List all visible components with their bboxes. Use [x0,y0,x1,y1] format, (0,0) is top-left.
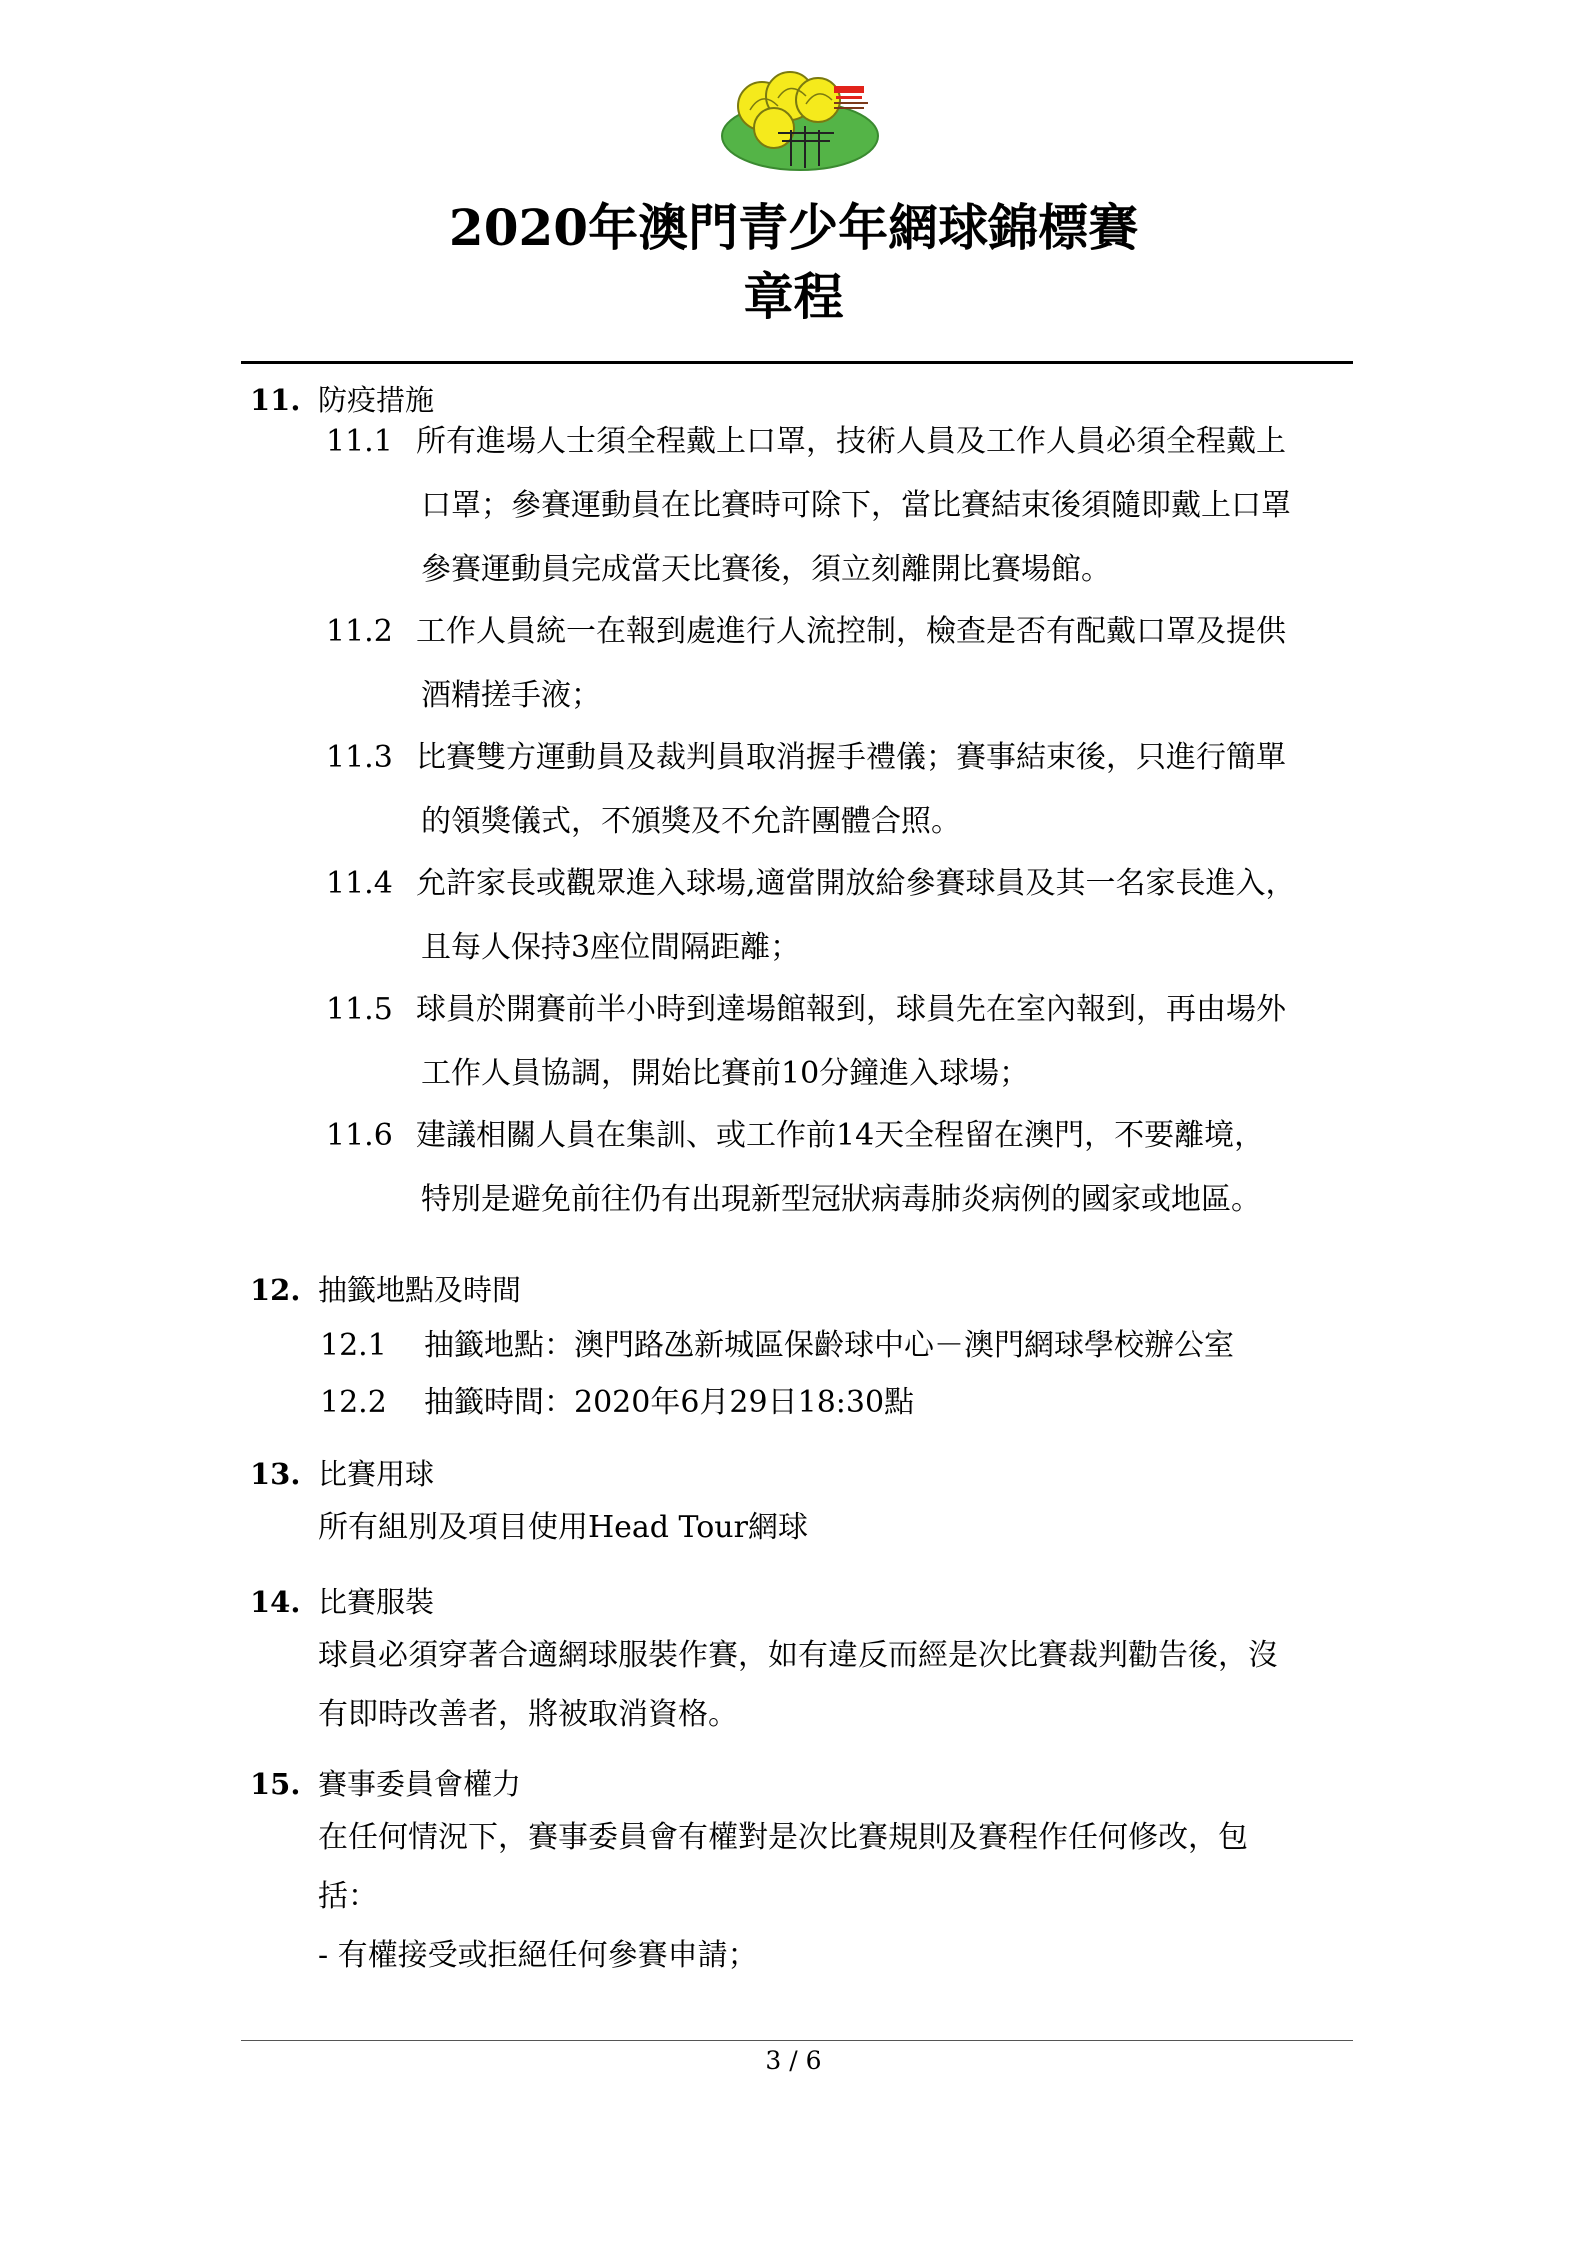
section-number: 12. [250,1273,301,1307]
section-title: 比賽用球 [318,1457,435,1491]
section-body-15 [318,1808,1358,1985]
section-heading-12 [250,1270,521,1310]
item-text: 特別是避免前往仍有出現新型冠狀病毒肺炎病例的國家或地區。 [421,1182,1261,1217]
section-body-14 [318,1626,1358,1744]
section-heading-14 [250,1582,434,1622]
section-heading-13 [250,1454,434,1494]
list-item-11-3 [326,726,1366,854]
footer-divider [241,2040,1353,2041]
document-title: 2020年澳門青少年網球錦標賽 [448,198,1139,257]
page-number: 3 / 6 [765,2046,822,2075]
paragraph-line: 括： [318,1879,378,1914]
item-number: 12.1 [320,1328,387,1363]
paragraph-line: 所有組別及項目使用Head Tour網球 [318,1510,808,1545]
item-text: 的領獎儀式，不頒獎及不允許團體合照。 [421,804,961,839]
item-text: 所有進場人士須全程戴上口罩，技術人員及工作人員必須全程戴上 [416,424,1286,459]
section-title: 賽事委員會權力 [318,1767,522,1801]
section-title: 防疫措施 [318,383,435,417]
item-text: 酒精搓手液； [421,678,601,713]
item-text: 口罩；參賽運動員在比賽時可除下，當比賽結束後須隨即戴上口罩 [421,488,1291,523]
item-number: 12.2 [320,1385,387,1420]
document-subtitle: 章程 [743,267,844,326]
item-text: 抽籤時間：2020年6月29日18:30點 [424,1385,915,1420]
paragraph-line: 球員必須穿著合適網球服裝作賽，如有違反而經是次比賽裁判勸告後，沒 [318,1638,1278,1673]
item-number: 11.4 [326,866,393,901]
section-title: 抽籤地點及時間 [318,1273,522,1307]
list-item-11-1 [326,410,1366,602]
association-logo [718,70,888,174]
list-item-12-1 [320,1317,1234,1374]
item-number: 11.6 [326,1118,393,1153]
item-number: 11.2 [326,614,393,649]
section-number: 13. [250,1457,301,1491]
list-item-11-2 [326,600,1366,728]
item-text: 建議相關人員在集訓、或工作前14天全程留在澳門，不要離境， [416,1118,1265,1153]
item-text: 工作人員統一在報到處進行人流控制，檢查是否有配戴口罩及提供 [416,614,1286,649]
section-number: 14. [250,1585,301,1619]
paragraph-line: 有即時改善者，將被取消資格。 [318,1697,738,1732]
item-text: 參賽運動員完成當天比賽後，須立刻離開比賽場館。 [421,552,1111,587]
paragraph-line: 在任何情況下，賽事委員會有權對是次比賽規則及賽程作任何修改，包 [318,1820,1248,1855]
item-text: 抽籤地點：澳門路氹新城區保齡球中心－澳門網球學校辦公室 [424,1328,1234,1363]
item-text: 比賽雙方運動員及裁判員取消握手禮儀；賽事結束後，只進行簡單 [416,740,1286,775]
section-number: 15. [250,1767,301,1801]
list-item-11-5 [326,978,1366,1106]
item-number: 11.5 [326,992,393,1027]
item-number: 11.3 [326,740,393,775]
paragraph-line: - 有權接受或拒絕任何參賽申請； [318,1938,758,1973]
item-text: 且每人保持3座位間隔距離； [421,930,801,965]
header-divider [241,361,1353,364]
section-heading-15 [250,1764,521,1804]
section-title: 比賽服裝 [318,1585,435,1619]
list-item-12-2 [320,1374,914,1431]
item-number: 11.1 [326,424,393,459]
item-text: 球員於開賽前半小時到達場館報到，球員先在室內報到，再由場外 [416,992,1286,1027]
list-item-11-6 [326,1104,1366,1232]
item-text: 工作人員協調，開始比賽前10分鐘進入球場； [421,1056,1030,1091]
section-number: 11. [250,383,301,417]
section-body-13 [318,1498,1358,1557]
list-item-11-4 [326,852,1366,980]
item-text: 允許家長或觀眾進入球場,適當開放給參賽球員及其一名家長進入， [416,866,1296,901]
